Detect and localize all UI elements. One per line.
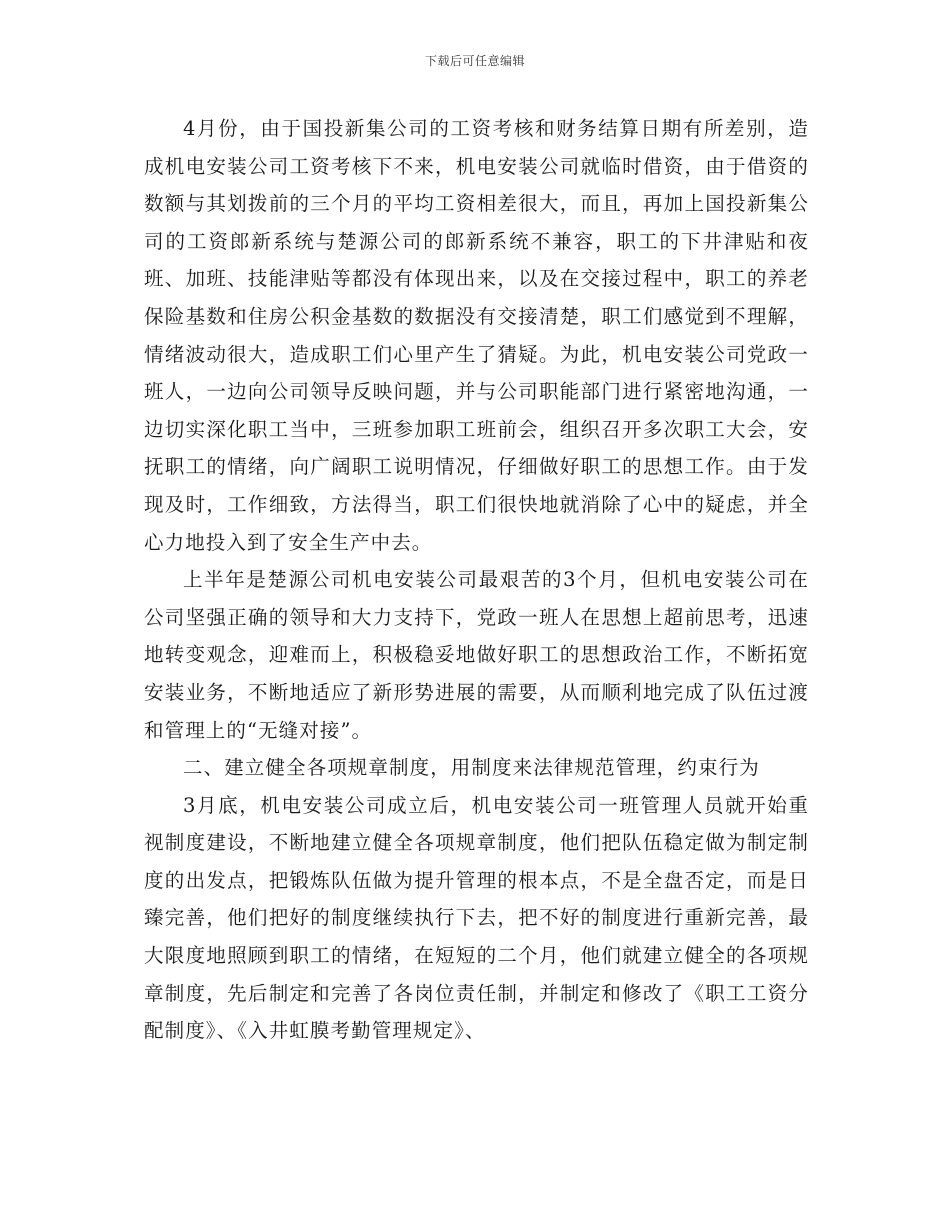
paragraph-first-half: 上半年是楚源公司机电安装公司最艰苦的3个月，但机电安装公司在公司坚强正确的领导和大力支持下，党政一班人在思想上超前思考，迅速地转变观念，迎难而上，积极稳妥地做好职工的思想政治工作，不断拓宽安装业务，不断地适应了新形势进展的需要，从而顺利地完成了队伍过渡和管理上的“无缝对接”。 (144, 568, 809, 742)
document-body (144, 110, 809, 1050)
paragraph-rules: 3月底，机电安装公司成立后，机电安装公司一班管理人员就开始重视制度建设，不断地建立健全各项规章制度，他们把队伍稳定做为制定制度的出发点，把锻炼队伍做为提升管理的根本点，不是全盘否定，而是日臻完善，他们把好的制度继续执行下去，把不好的制度进行重新完善，最大限度地照顾到职工的情绪，在短短的二个月，他们就建立健全的各项规章制度，先后制定和完善了各岗位责任制，并制定和修改了《职工工资分配制度》、《入井虹膜考勤管理规定》、 (144, 793, 809, 1043)
page-header: 下载后可任意编辑 (424, 54, 525, 68)
paragraph-wages: 4月份，由于国投新集公司的工资考核和财务结算日期有所差别，造成机电安装公司工资考核下不来，机电安装公司就临时借资，由于借资的数额与其划拨前的三个月的平均工资相差很大，而且，再加上国投新集公司的工资郎新系统与楚源公司的郎新系统不兼容，职工的下井津贴和夜班、加班、技能津贴等都没有体现出来，以及在交接过程中，职工的养老保险基数和住房公积金基数的数据没有交接清楚，职工们感觉到不理解，情绪波动很大，造成职工们心里产生了猜疑。为此，机电安装公司党政一班人，一边向公司领导反映问题，并与公司职能部门进行紧密地沟通，一边切实深化职工当中，三班参加职工班前会，组织召开多次职工大会，安抚职工的情绪，向广阔职工说明情况，仔细做好职工的思想工作。由于发现及时，工作细致，方法得当，职工们很快地就消除了心中的疑虑，并全心力地投入到了安全生产中去。 (144, 117, 809, 554)
section-heading-rules: 二、建立健全各项规章制度，用制度来法律规范管理，约束行为 (183, 756, 760, 780)
